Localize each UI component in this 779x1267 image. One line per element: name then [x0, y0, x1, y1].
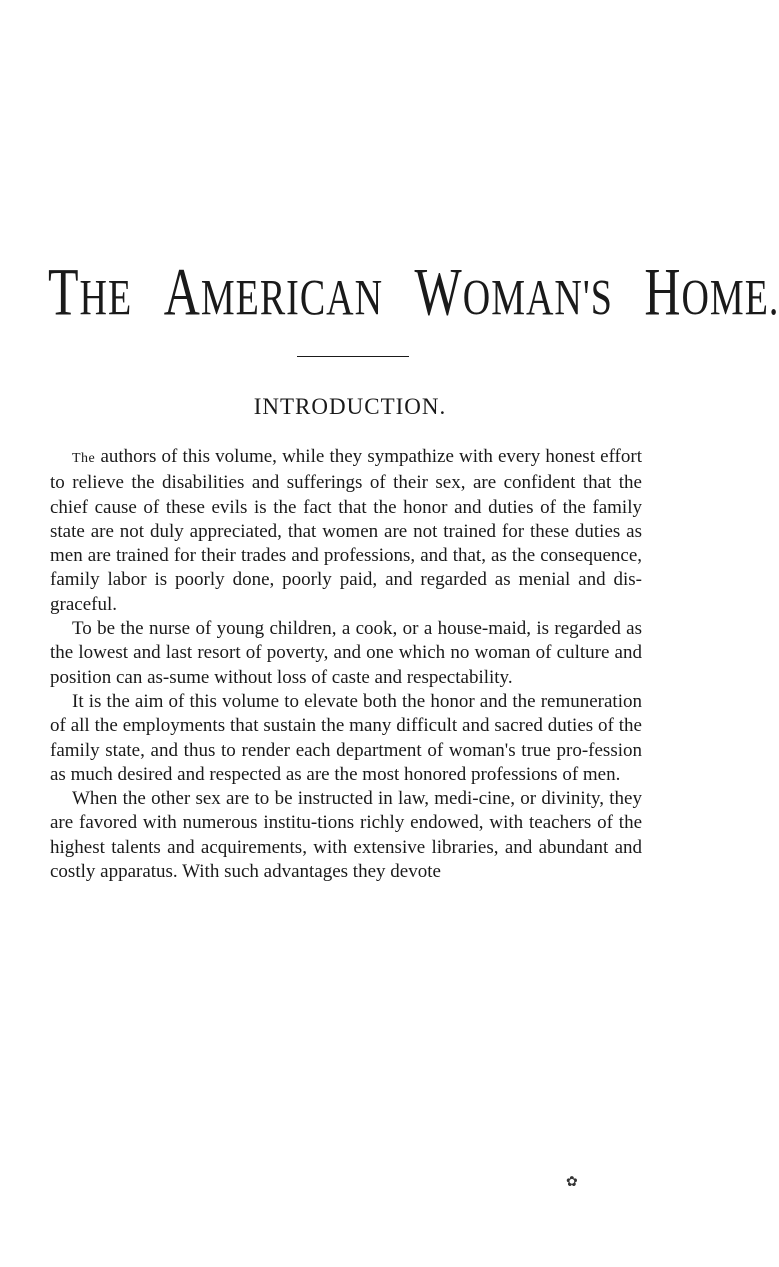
paragraph: To be the nurse of young children, a cook, or a house-maid, is regarded as the lowest and last resort of poverty, and one which no woman of culture and position can as-sume without loss of caste and respectability. [50, 618, 642, 688]
body-text [50, 445, 642, 884]
chapter-heading: INTRODUCTION. [253, 394, 447, 419]
lead-small-caps: The [72, 451, 96, 466]
title-word: THE [48, 253, 133, 330]
paragraph: It is the aim of this volume to elevate both the honor and the remuneration of all the employments that sustain the many difficult and sacred duties of the family state, and thus to render each department of woman's true pro-fession as much desired and respected as are the most honored professions of men. [50, 690, 642, 785]
title-word: HOME. [644, 253, 779, 330]
title-word: WOMAN'S [414, 253, 613, 330]
book-title [48, 253, 779, 330]
ornament-icon: ✿ [566, 1175, 578, 1190]
title-divider [297, 356, 409, 357]
paragraph: The authors of this volume, while they sympathize with every honest effort to relieve the disabilities and sufferings of their sex, are confident that the chief cause of these evils is the fact that the honor and duties of the family state are not duly appreciated, that women are not trained for these duties as men are trained for their trades and professions, and that, as the consequence, family labor is poorly done, poorly paid, and regarded as menial and dis-graceful. [50, 446, 642, 615]
title-word: AMERICAN [163, 253, 384, 330]
paragraph: When the other sex are to be instructed in law, medi-cine, or divinity, they are favored with numerous institu-tions richly endowed, with teachers of the highest talents and acquirements, with extensive libraries, and abundant and costly apparatus. With such advantages they devote [50, 788, 642, 883]
